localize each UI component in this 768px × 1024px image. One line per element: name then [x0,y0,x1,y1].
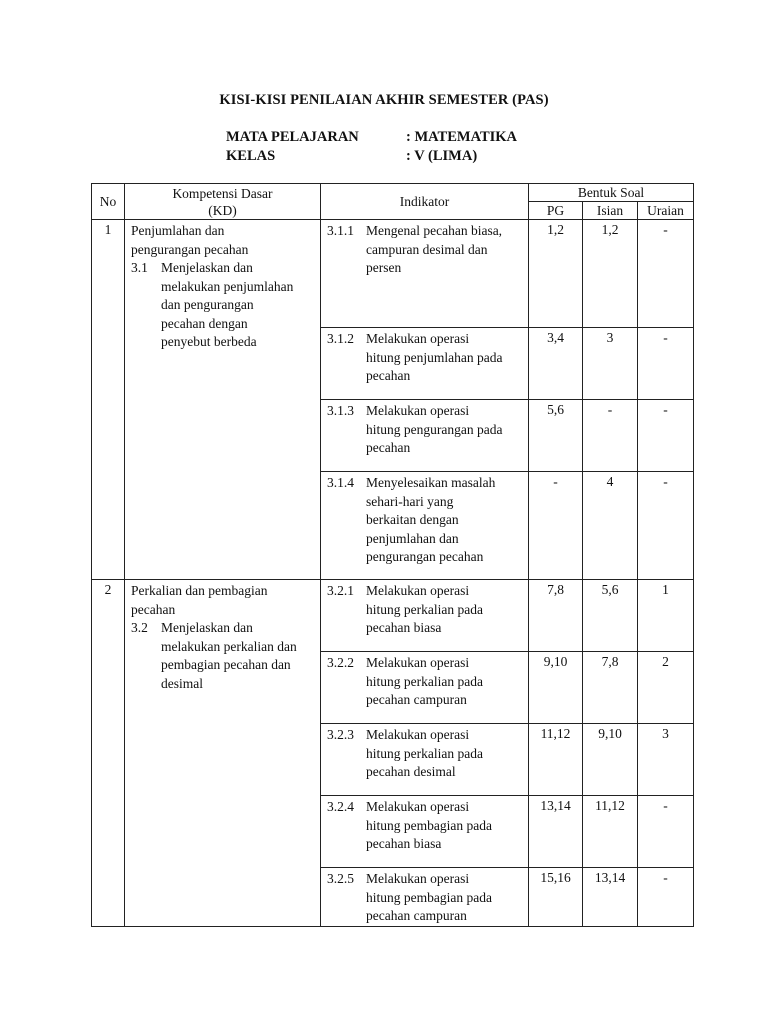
table-row [92,220,694,328]
indikator-code-spacer [327,601,366,620]
indikator-code: 3.2.1 [327,583,354,598]
kd-text-line: Menjelaskan dan [161,620,253,635]
meta-label: KELAS [226,148,276,164]
table-row [92,580,694,652]
indikator-line [327,474,524,493]
indikator-text: pecahan [366,368,411,383]
indikator-line [327,763,524,782]
meta-value: : V (LIMA) [406,148,478,164]
header-kd-line2: (KD) [208,202,237,218]
kd-item [131,619,314,638]
kd-number: 3.2 [131,620,148,635]
indikator-cell [321,580,529,652]
indikator-code-spacer [327,349,366,368]
kd-text-line: penyebut berbeda [161,334,257,349]
indikator-cell [321,796,529,868]
indikator-text: Melakukan operasi [366,727,470,742]
header-kd-line1: Kompetensi Dasar [172,185,273,201]
header-kompetensi-dasar [125,184,321,220]
group-number: 1 [92,220,125,580]
kd-text-line: desimal [161,675,203,691]
indikator-line [327,798,524,817]
indikator-code-spacer [327,421,366,440]
indikator-text: Mengenal pecahan biasa, [366,223,503,238]
kd-title-line: pecahan [131,601,176,617]
indikator-code: 3.2.2 [327,655,354,670]
kd-text-line: dan pengurangan [161,297,254,312]
uraian-cell: 1 [638,580,694,652]
indikator-cell [321,220,529,328]
indikator-cell [321,868,529,927]
indikator-text: Melakukan operasi [366,331,470,346]
isian-cell: 11,12 [583,796,638,868]
indikator-text: pengurangan pecahan [366,549,484,564]
indikator-text: Melakukan operasi [366,655,470,670]
uraian-cell: - [638,796,694,868]
isian-cell: - [583,400,638,472]
indikator-text: campuran desimal dan [366,241,488,257]
isian-cell: 3 [583,328,638,400]
indikator-line [327,601,524,620]
indikator-line [327,654,524,673]
indikator-text: pecahan campuran [366,908,467,923]
indikator-text: Melakukan operasi [366,799,470,814]
indikator-text: Menyelesaikan masalah [366,475,496,490]
uraian-cell: - [638,400,694,472]
indikator-line [327,907,524,926]
indikator-text: Melakukan operasi [366,403,470,418]
uraian-cell: - [638,868,694,927]
pg-cell: 13,14 [529,796,583,868]
indikator-code-spacer [327,439,366,458]
indikator-code-spacer [327,530,366,549]
indikator-code: 3.2.4 [327,799,354,814]
indikator-line [327,745,524,764]
kd-number: 3.1 [131,260,148,275]
uraian-cell: - [638,220,694,328]
indikator-text: penjumlahan dan [366,530,459,546]
isian-cell: 1,2 [583,220,638,328]
indikator-code: 3.2.5 [327,871,354,886]
indikator-line [327,259,524,278]
indikator-code: 3.1.1 [327,223,354,238]
indikator-text: hitung pembagian pada [366,889,492,905]
pg-cell: 1,2 [529,220,583,328]
isian-cell: 4 [583,472,638,580]
indikator-code-spacer [327,548,366,567]
indikator-code-spacer [327,619,366,638]
kompetensi-dasar-cell [125,580,321,927]
indikator-text: berkaitan dengan [366,512,459,527]
indikator-code-spacer [327,835,366,854]
pg-cell: 7,8 [529,580,583,652]
indikator-text: hitung penjumlahan pada [366,349,503,365]
indikator-text: hitung pembagian pada [366,817,492,833]
pg-cell: 9,10 [529,652,583,724]
kd-text-line: melakukan perkalian dan [161,638,297,654]
indikator-code: 3.2.3 [327,727,354,742]
indikator-cell [321,400,529,472]
kisi-kisi-table [91,183,694,927]
indikator-text: hitung pengurangan pada [366,421,503,437]
indikator-code-spacer [327,241,366,260]
header-pg: PG [529,202,583,220]
kd-title-line: Perkalian dan pembagian [131,583,268,598]
header-bentuk-soal: Bentuk Soal [529,184,694,202]
uraian-cell: 2 [638,652,694,724]
indikator-text: pecahan [366,440,411,455]
indikator-text: sehari-hari yang [366,493,454,509]
indikator-line [327,691,524,710]
indikator-cell [321,472,529,580]
indikator-code-spacer [327,691,366,710]
indikator-code-spacer [327,511,366,530]
table-body [92,220,694,927]
indikator-text: hitung perkalian pada [366,673,483,689]
indikator-line [327,673,524,692]
kd-text-line: pecahan dengan [161,315,248,331]
indikator-code-spacer [327,367,366,386]
kd-item [131,259,314,278]
indikator-line [327,222,524,241]
pg-cell: 11,12 [529,724,583,796]
indikator-line [327,870,524,889]
indikator-code-spacer [327,259,366,278]
indikator-line [327,530,524,549]
indikator-line [327,619,524,638]
indikator-code: 3.1.4 [327,475,354,490]
indikator-line [327,439,524,458]
indikator-text: persen [366,260,402,275]
header-indikator: Indikator [321,184,529,220]
document-title: KISI-KISI PENILAIAN AKHIR SEMESTER (PAS) [219,92,549,108]
group-number: 2 [92,580,125,927]
uraian-cell: - [638,472,694,580]
indikator-cell [321,724,529,796]
indikator-code-spacer [327,673,366,692]
header-isian: Isian [583,202,638,220]
indikator-code-spacer [327,907,366,926]
indikator-line [327,548,524,567]
indikator-text: pecahan desimal [366,764,456,779]
indikator-line [327,421,524,440]
indikator-line [327,889,524,908]
indikator-code-spacer [327,763,366,782]
isian-cell: 9,10 [583,724,638,796]
indikator-code-spacer [327,745,366,764]
header-uraian: Uraian [638,202,694,220]
pg-cell: 3,4 [529,328,583,400]
indikator-code-spacer [327,889,366,908]
kd-text-line: pembagian pecahan dan [161,657,291,672]
indikator-cell [321,328,529,400]
indikator-code: 3.1.3 [327,403,354,418]
indikator-text: pecahan biasa [366,620,442,635]
indikator-text: hitung perkalian pada [366,745,483,761]
kd-title-line: pengurangan pecahan [131,241,249,257]
indikator-line [327,241,524,260]
indikator-code-spacer [327,493,366,512]
uraian-cell: - [638,328,694,400]
pg-cell: 15,16 [529,868,583,927]
indikator-text: hitung perkalian pada [366,601,483,617]
meta-label: MATA PELAJARAN [226,129,359,145]
indikator-line [327,349,524,368]
pg-cell: 5,6 [529,400,583,472]
pg-cell: - [529,472,583,580]
indikator-line [327,835,524,854]
isian-cell: 5,6 [583,580,638,652]
indikator-cell [321,652,529,724]
meta-value: : MATEMATIKA [406,129,518,145]
header-no: No [92,184,125,220]
indikator-text: pecahan campuran [366,692,467,707]
indikator-text: Melakukan operasi [366,583,470,598]
indikator-line [327,511,524,530]
indikator-line [327,582,524,601]
kd-title-line: Penjumlahan dan [131,223,225,238]
isian-cell: 13,14 [583,868,638,927]
indikator-line [327,726,524,745]
indikator-line [327,402,524,421]
indikator-code-spacer [327,817,366,836]
isian-cell: 7,8 [583,652,638,724]
indikator-line [327,367,524,386]
uraian-cell: 3 [638,724,694,796]
kompetensi-dasar-cell [125,220,321,580]
indikator-line [327,493,524,512]
kd-text-line: Menjelaskan dan [161,260,253,275]
kd-text-line: melakukan penjumlahan [161,278,294,294]
indikator-code: 3.1.2 [327,331,354,346]
indikator-line [327,817,524,836]
indikator-text: pecahan biasa [366,836,442,851]
indikator-line [327,330,524,349]
indikator-text: Melakukan operasi [366,871,470,886]
